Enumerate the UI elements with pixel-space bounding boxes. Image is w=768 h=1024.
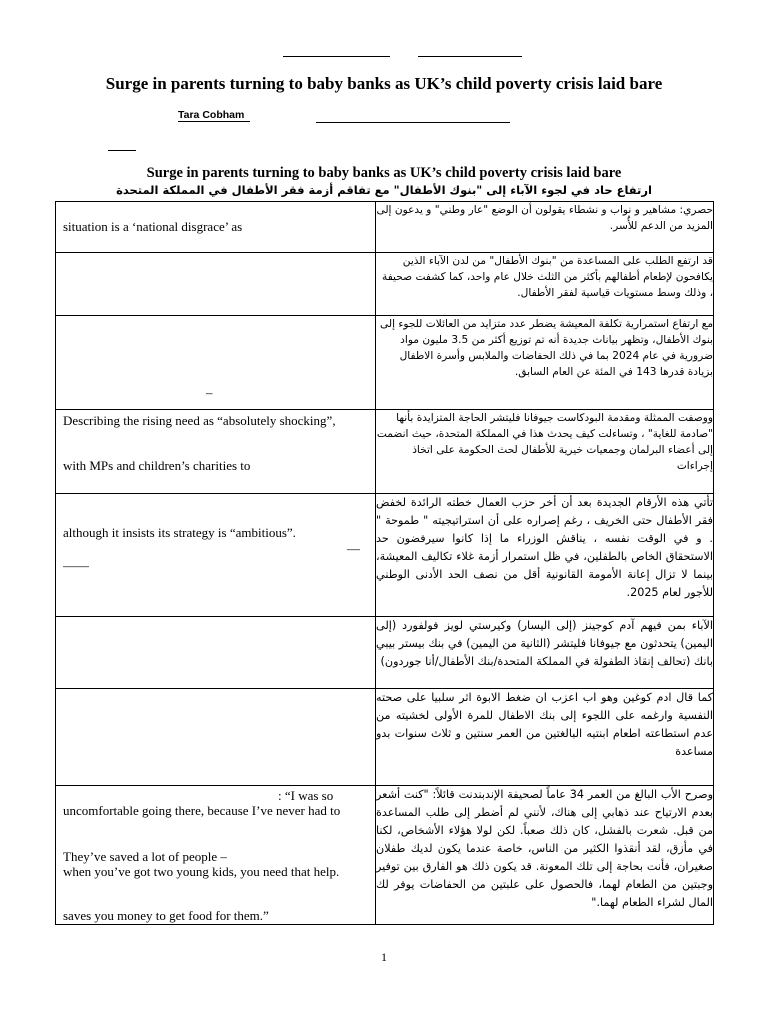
subtitle-english: Surge in parents turning to baby banks as UK’s child poverty crisis laid bare	[146, 165, 622, 181]
english-text: : “I was so	[278, 788, 334, 803]
author-blank-line	[316, 122, 510, 123]
table-row	[56, 202, 714, 253]
arabic-cell: كما قال ادم كوغين وهو اب اعزب ان ضغط الابوة اثر سلبيا على صحته النفسية وارغمه على اللجوء إلى بنك الاطفال للمرة الأولى لخشيته من عدم استطاعته اطعام ابنتيه البالغتين من العمر سنتين و ثلاث سنوات بدو مساعدة	[376, 689, 714, 786]
english-cell	[56, 253, 376, 316]
english-text: although it insists its strategy is “ambitious”.	[63, 525, 296, 540]
blank-line-left	[283, 56, 390, 57]
table-row	[56, 253, 714, 316]
arabic-cell: حصري: مشاهير و نواب و نشطاء يقولون أن الوضع "عار وطني" و يدعون إلى المزيد من الدعم للأُسر.	[376, 202, 714, 253]
english-cell	[56, 494, 376, 617]
table-row	[56, 689, 714, 786]
arabic-cell: قد ارتفع الطلب على المساعدة من "بنوك الأطفال" من لدن الآباء الذين يكافحون لإطعام أطفالهم بأكثر من الثلث خلال عام واحد، كما كشفت صحيفة ، وذلك وسط مستويات قياسية لفقر الأطفال.	[376, 253, 714, 316]
short-rule	[108, 150, 136, 151]
english-cell	[56, 202, 376, 253]
arabic-cell: مع ارتفاع استمرارية تكلفة المعيشة يضطر عدد متزايد من العائلات للجوء إلى بنوك الأطفال، وتظهر بيانات جديدة أنه تم توزيع أكثر من 3.5 مليون مواد ضرورية في عام 2024 بما في ذلك الحفاضات والملابس وأسرة الاطفال بزيادة قدرها 143 في المئة عن العام السابق.	[376, 316, 714, 410]
english-text: –	[206, 385, 213, 400]
subtitle-arabic: ارتفاع حاد في لجوء الآباء إلى "بنوك الأطفال" مع تفاقم أزمة فقر الأطفال في المملكة المتحدة	[116, 183, 652, 197]
author-name: Tara Cobham	[178, 109, 250, 122]
english-text: saves you money to get food for them.”	[63, 908, 269, 923]
blank-line-right	[418, 56, 522, 57]
english-text: —	[347, 541, 360, 556]
table-row	[56, 316, 714, 410]
english-cell	[56, 786, 376, 925]
english-text: situation is a ‘national disgrace’ as	[63, 219, 243, 234]
arabic-cell: ووصفت الممثلة ومقدمة البودكاست جيوفانا فليتشر الحاجة المتزايدة بأنها "صادمة للغاية" ، وتساءلت كيف يحدث هذا في المملكة المتحدة، حيث انضمت إلى أعضاء البرلمان وجمعيات خيرية للأطفال لحث الحكومة على اتخاذ إجراءات	[376, 410, 714, 494]
english-cell	[56, 689, 376, 786]
english-text: when you’ve got two young kids, you need that help.	[63, 864, 340, 879]
table-row	[56, 410, 714, 494]
english-cell	[56, 410, 376, 494]
english-text: ——	[63, 558, 89, 573]
english-cell	[56, 316, 376, 410]
page-number: 1	[381, 950, 387, 964]
arabic-cell: وصرح الأب البالغ من العمر 34 عاماً لصحيفة الإندبندنت قائلاً: "كنت أشعر بعدم الارتياح عند ذهابي إلى هناك، لأنني لم أضطر إلى طلب المساعدة من قبل. شعرت بالفشل، كان ذلك صعباً. لكن لولا هؤلاء الأشخاص، لكنا في مأزق، لقد أنقذوا الكثير من الناس، خاصة عندما يكون لديك طفلان صغيران، فأنت بحاجة إلى تلك المعونة. قد يكون ذلك هو الفارق بين توفير وجبتين من الطعام لهما، فالحصول على علبتين من الحفاضات يوفر لك المال لشراء الطعام لهما."	[376, 786, 714, 925]
table-row	[56, 786, 714, 925]
english-text: uncomfortable going there, because I’ve never had to	[63, 803, 341, 818]
translation-table	[55, 201, 714, 925]
english-cell	[56, 617, 376, 689]
english-text: with MPs and children’s charities to	[63, 458, 251, 473]
arabic-cell: الآباء بمن فيهم آدم كوجينز (إلى اليسار) وكيرستي لويز فولفورد (إلى اليمين) يتحدثون مع جيوفانا فليتشر (الثانية من اليمين) في بنك بيستر بيبي بانك (تحالف إنقاذ الطفولة في المملكة المتحدة/بنك الأطفال/أنا جوردون)	[376, 617, 714, 689]
table-row	[56, 617, 714, 689]
document-title: Surge in parents turning to baby banks as UK’s child poverty crisis laid bare	[105, 74, 663, 93]
english-text: Describing the rising need as “absolutely shocking”,	[63, 413, 336, 428]
english-text: They’ve saved a lot of people –	[63, 849, 227, 864]
table-row	[56, 494, 714, 617]
arabic-cell: تأتي هذه الأرقام الجديدة بعد أن أخر حزب العمال خطته الرائدة لخفض فقر الأطفال حتى الخريف ، رغم إصراره على أن استراتيجيته " طموحة " . و في الوقت نفسه ، يناقش الوزراء ما إذا كانوا سيرفضون حد الاستحقاق الخاص بالطفلين، في ظل استمرار أزمة غلاء تكاليف المعيشة، بينما لا تزال إعانة الأمومة القانونية أقل من نصف الحد الأدنى الوطني للأجور لعام 2025.	[376, 494, 714, 617]
